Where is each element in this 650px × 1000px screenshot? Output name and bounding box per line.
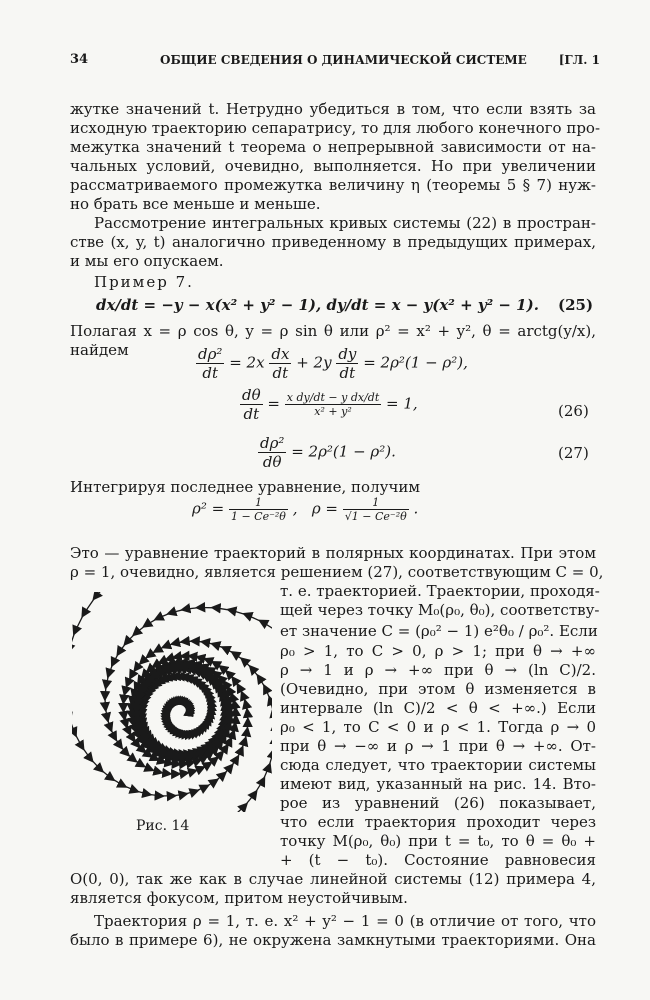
text-line: ρ → 1 и ρ → +∞ при θ → (ln C)/2.	[280, 661, 596, 679]
text-line: рассматриваемого промежутка величину η (теоремы 5 § 7) нуж-	[70, 176, 596, 194]
example-label: Пример 7.	[94, 273, 194, 291]
page-number: 34	[70, 52, 89, 67]
equation-number-25: (25)	[558, 296, 594, 314]
fraction: $\frac{dy}{dt}$	[338, 345, 357, 382]
equation-number-26: (26)	[558, 402, 589, 420]
text-line: интервале (ln C)/2 < θ < +∞.) Если	[280, 699, 596, 717]
text-line: ρ = 1, очевидно, является решением (27), соответствующим C = 0,	[70, 563, 604, 581]
text-line: ет значение C = (ρ₀² − 1) e²θ₀ / ρ₀². Если	[280, 622, 598, 640]
text-line: т. е. траекторией. Траектории, проходя-	[280, 582, 600, 600]
text-line: межутка значений t теорема о непрерывной зависимости от на-	[70, 138, 596, 156]
text-line: (Очевидно, при этом θ изменяется в	[280, 680, 596, 698]
fraction: $\frac{d\theta}{dt}$	[242, 386, 261, 423]
equation-27: $\frac{\text{dρ²}}{d\theta}$ = 2ρ²(1 − ρ²).	[260, 434, 396, 471]
figure-caption: Рис. 14	[136, 818, 190, 834]
outer-spiral-trajectory-1	[105, 608, 272, 775]
text-line: имеют вид, указанный на рис. 14. Вто-	[280, 775, 596, 793]
text-line: исходную траекторию сепаратрису, то для любого конечного про-	[70, 119, 601, 137]
text-line: что если траектория проходит через	[280, 813, 596, 831]
running-title: ОБЩИЕ СВЕДЕНИЯ О ДИНАМИЧЕСКОЙ СИСТЕМЕ	[160, 53, 527, 67]
page-header	[70, 52, 600, 76]
text-line: было в примере 6), не окружена замкнутыми траекториями. Она	[70, 931, 596, 949]
text-line: является фокусом, притом неустойчивым.	[70, 889, 408, 907]
fraction: $\frac{\text{dρ²}}{dt}$	[198, 345, 223, 382]
equation-25: dx/dt = −y − x(x² + y² − 1), dy/dt = x − y(x² + y² − 1).	[96, 296, 539, 314]
text-line: ρ₀ < 1, то C < 0 и ρ < 1. Тогда ρ → 0	[280, 718, 596, 736]
text-line: Траектория ρ = 1, т. е. x² + y² − 1 = 0 (в отличие от того, что	[94, 912, 596, 930]
text-line: Это — уравнение траекторий в полярных координатах. При этом	[70, 544, 596, 562]
text-line: найдем	[70, 341, 129, 359]
fraction: $\frac{1}{\text{1 − Ce⁻²θ}}$	[230, 496, 286, 523]
text-line: O(0, 0), так же как в случае линейной системы (12) примера 4,	[70, 870, 596, 888]
text-line: Интегрируя последнее уравнение, получим	[70, 478, 421, 496]
text-line: Полагая x = ρ cos θ, y = ρ sin θ или ρ² = x² + y², θ = arctg(y/x),	[70, 322, 596, 340]
text-line: чальных условий, очевидно, выполняется. Но при увеличении	[70, 157, 596, 175]
equation-rho-dt: $\frac{\text{dρ²}}{dt}$ = 2x $\frac{dx}{dt}$ + 2y $\frac{dy}{dt}$ = 2ρ²(1 − ρ²),	[198, 345, 468, 382]
inner-spiral-trajectory	[138, 668, 225, 754]
chapter-label: [ГЛ. 1	[558, 53, 600, 67]
text-line: и мы его опускаем.	[70, 252, 224, 270]
text-line: ρ₀ > 1, то C > 0, ρ > 1; при θ → +∞	[280, 642, 596, 660]
text-line: жутке значений t. Нетрудно убедиться в том, что если взять за	[70, 100, 596, 118]
equation-26: $\frac{d\theta}{dt}$ = $\frac{\text{x dy/dt − y dx/dt}}{\text{x² + y²}}$ = 1,	[242, 386, 418, 423]
text-line: щей через точку M₀(ρ₀, θ₀), соответству-	[280, 601, 600, 619]
text-line: при θ → −∞ и ρ → 1 при θ → +∞. От-	[280, 737, 596, 755]
equation-solution: ρ² = $\frac{1}{\text{1 − Ce⁻²θ}}$ , ρ = $\frac{1}{\text{√1 − Ce⁻²θ}}$ .	[192, 496, 419, 523]
equation-number-27: (27)	[558, 444, 589, 462]
text-line: стве (x, y, t) аналогично приведенному в предыдущих примерах,	[70, 233, 596, 251]
fraction: $\frac{1}{\text{√1 − Ce⁻²θ}}$	[344, 496, 407, 523]
fraction: $\frac{\text{dρ²}}{d\theta}$	[260, 434, 285, 471]
fraction: $\frac{\text{x dy/dt − y dx/dt}}{\text{x² + y²}}$	[286, 391, 380, 418]
text-line: Рассмотрение интегральных кривых системы (22) в простран-	[94, 214, 596, 232]
text-line: рое из уравнений (26) показывает,	[280, 794, 596, 812]
fraction: $\frac{dx}{dt}$	[271, 345, 290, 382]
text-line: сюда следует, что траектории системы	[280, 756, 596, 774]
figure-14-phase-portrait	[72, 592, 272, 812]
text-line: точку M(ρ₀, θ₀) при t = t₀, то θ = θ₀ +	[280, 832, 596, 850]
text-line: + (t − t₀). Состояние равновесия	[280, 851, 596, 869]
text-line: но брать все меньше и меньше.	[70, 195, 321, 213]
